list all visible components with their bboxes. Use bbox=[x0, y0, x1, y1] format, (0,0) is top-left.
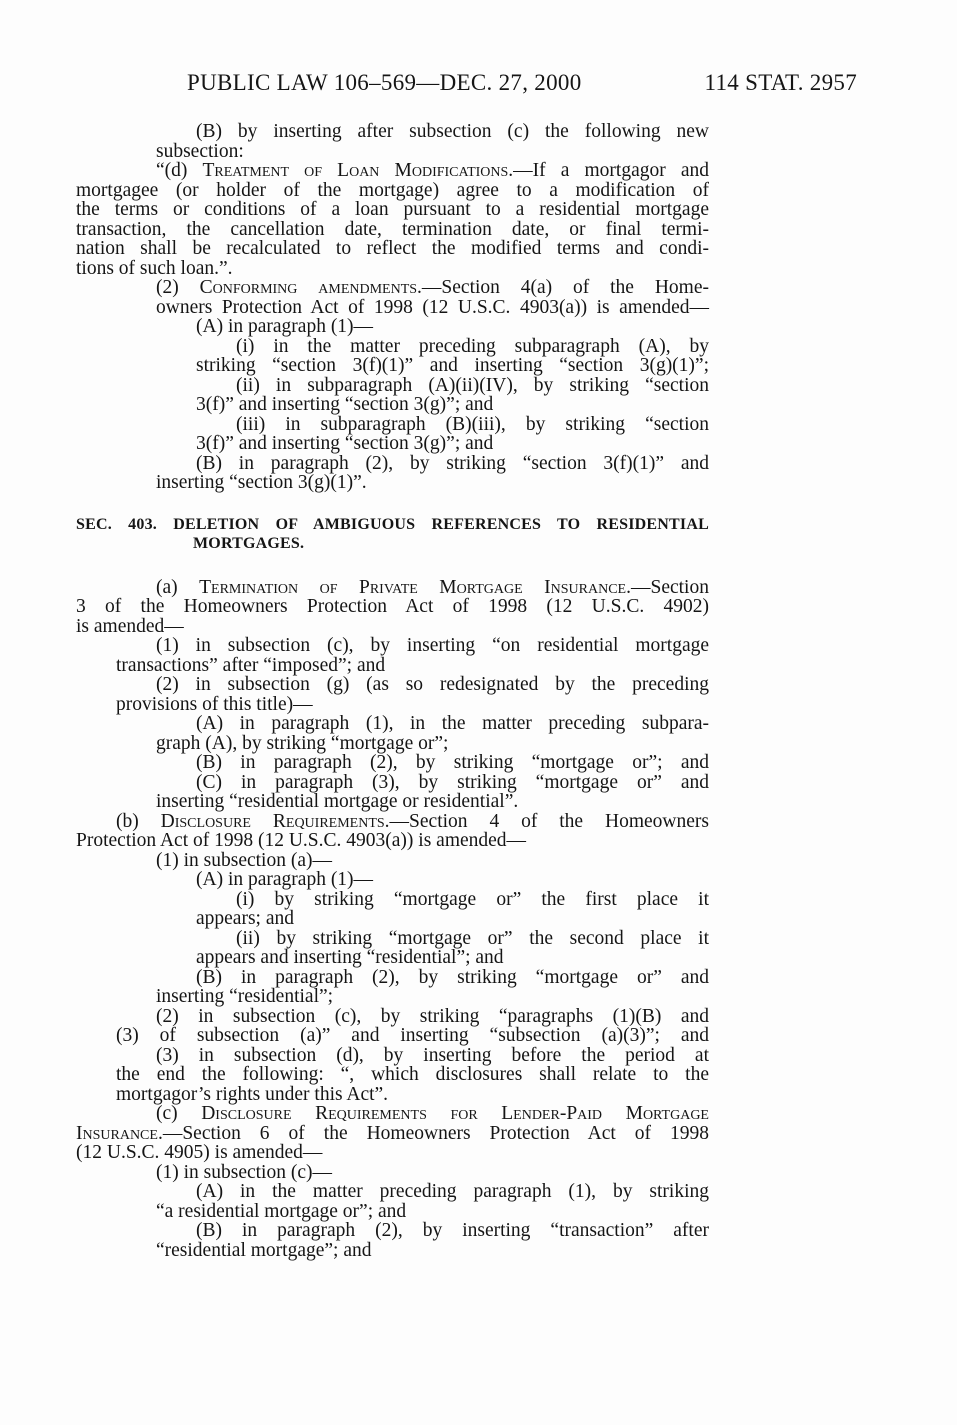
text-line: (A) in paragraph (1)— bbox=[196, 316, 374, 337]
spacer bbox=[76, 493, 709, 515]
text-line: (i) by striking “mortgage or” the first place it bbox=[236, 888, 709, 910]
text-line: (c) Disclosure Requirements for Lender-Paid Mortgage bbox=[156, 1103, 709, 1124]
text-line: provisions of this title)— bbox=[116, 693, 313, 715]
section-heading-line: SEC. 403. DELETION OF AMBIGUOUS REFERENCES TO RESIDENTIAL bbox=[76, 515, 709, 533]
text-line: 3 of the Homeowners Protection Act of 1998 (12 U.S.C. 4902) bbox=[76, 596, 709, 617]
header-stat-number: 114 STAT. 2957 bbox=[704, 70, 857, 95]
text-line: owners Protection Act of 1998 (12 U.S.C. 4903(a)) is amended— bbox=[156, 296, 709, 318]
header-title: PUBLIC LAW 106–569—DEC. 27, 2000 bbox=[187, 70, 582, 95]
text-line: nation shall be recalculated to reflect the modified terms and condi- bbox=[76, 238, 709, 259]
text-line: graph (A), by striking “mortgage or”; bbox=[156, 732, 449, 754]
text-line: (B) by inserting after subsection (c) the following new bbox=[196, 121, 709, 142]
document-body bbox=[76, 122, 709, 1260]
text-line: (3) of subsection (a)” and inserting “subsection (a)(3)”; and bbox=[116, 1025, 709, 1046]
section-heading-line: MORTGAGES. bbox=[193, 535, 305, 552]
text-line: (ii) by striking “mortgage or” the second place it bbox=[236, 927, 709, 949]
spacer bbox=[76, 554, 709, 578]
text-line: appears; and bbox=[196, 908, 294, 929]
text-line: (b) Disclosure Requirements.—Section 4 of the Homeowners bbox=[116, 810, 709, 832]
text-line: inserting “residential mortgage or residential”. bbox=[156, 791, 519, 812]
text-line: (B) in paragraph (2), by striking “mortgage or” and bbox=[196, 966, 709, 988]
text-line: (C) in paragraph (3), by striking “mortgage or” and bbox=[196, 771, 709, 793]
text-line: 3(f)” and inserting “section 3(g)”; and bbox=[196, 433, 494, 454]
text-line: transactions” after “imposed”; and bbox=[116, 654, 386, 676]
text-line: appears and inserting “residential”; and bbox=[196, 947, 504, 968]
text-line: tions of such loan.”. bbox=[76, 257, 233, 279]
text-line: (2) Conforming amendments.—Section 4(a) of the Home- bbox=[156, 277, 709, 298]
text-line: (i) in the matter preceding subparagraph (A), by bbox=[236, 335, 709, 357]
text-line: (ii) in subparagraph (A)(ii)(IV), by striking “section bbox=[236, 374, 709, 396]
text-line: subsection: bbox=[156, 140, 244, 162]
text-line: (2) in subsection (g) (as so redesignated by the preceding bbox=[156, 674, 709, 695]
text-line: (2) in subsection (c), by striking “paragraphs (1)(B) and bbox=[156, 1005, 709, 1027]
text-line: “residential mortgage”; and bbox=[156, 1239, 372, 1261]
text-line: (1) in subsection (a)— bbox=[156, 849, 332, 871]
text-line: transaction, the cancellation date, termination date, or final termi- bbox=[76, 218, 709, 240]
text-line: mortgagor’s rights under this Act”. bbox=[116, 1083, 389, 1105]
text-line: (a) Termination of Private Mortgage Insurance.—Section bbox=[156, 576, 709, 598]
text-line: “(d) Treatment of Loan Modifications.—If a mortgagor and bbox=[156, 160, 709, 181]
text-line: (A) in paragraph (1)— bbox=[196, 869, 374, 890]
text-line: (B) in paragraph (2), by striking “section 3(f)(1)” and bbox=[196, 452, 709, 474]
page-header bbox=[187, 70, 857, 106]
text-line: (B) in paragraph (2), by inserting “transaction” after bbox=[196, 1220, 709, 1241]
text-line: Protection Act of 1998 (12 U.S.C. 4903(a)) is amended— bbox=[76, 830, 527, 851]
text-line: is amended— bbox=[76, 615, 184, 637]
text-line: mortgagee (or holder of the mortgage) agree to a modification of bbox=[76, 179, 709, 201]
text-line: the terms or conditions of a loan pursuant to a residential mortgage bbox=[76, 199, 709, 220]
text-line: Insurance.—Section 6 of the Homeowners Protection Act of 1998 bbox=[76, 1122, 709, 1144]
text-line: (A) in the matter preceding paragraph (1), by striking bbox=[196, 1181, 709, 1202]
text-line: striking “section 3(f)(1)” and inserting “section 3(g)(1)”; bbox=[196, 355, 709, 376]
text-line: the end the following: “, which disclosures shall relate to the bbox=[116, 1064, 709, 1085]
text-line: (B) in paragraph (2), by striking “mortgage or”; and bbox=[196, 752, 709, 773]
text-line: (3) in subsection (d), by inserting before the period at bbox=[156, 1044, 709, 1066]
text-line: “a residential mortgage or”; and bbox=[156, 1200, 407, 1222]
text-line: (iii) in subparagraph (B)(iii), by striking “section bbox=[236, 413, 709, 435]
text-line: (A) in paragraph (1), in the matter preceding subpara- bbox=[196, 713, 709, 734]
text-line: (1) in subsection (c), by inserting “on residential mortgage bbox=[156, 635, 709, 656]
text-line: (12 U.S.C. 4905) is amended— bbox=[76, 1142, 323, 1163]
text-line: inserting “residential”; bbox=[156, 986, 334, 1007]
text-line: (1) in subsection (c)— bbox=[156, 1161, 332, 1183]
text-line: 3(f)” and inserting “section 3(g)”; and bbox=[196, 394, 494, 415]
text-line: inserting “section 3(g)(1)”. bbox=[156, 472, 367, 493]
